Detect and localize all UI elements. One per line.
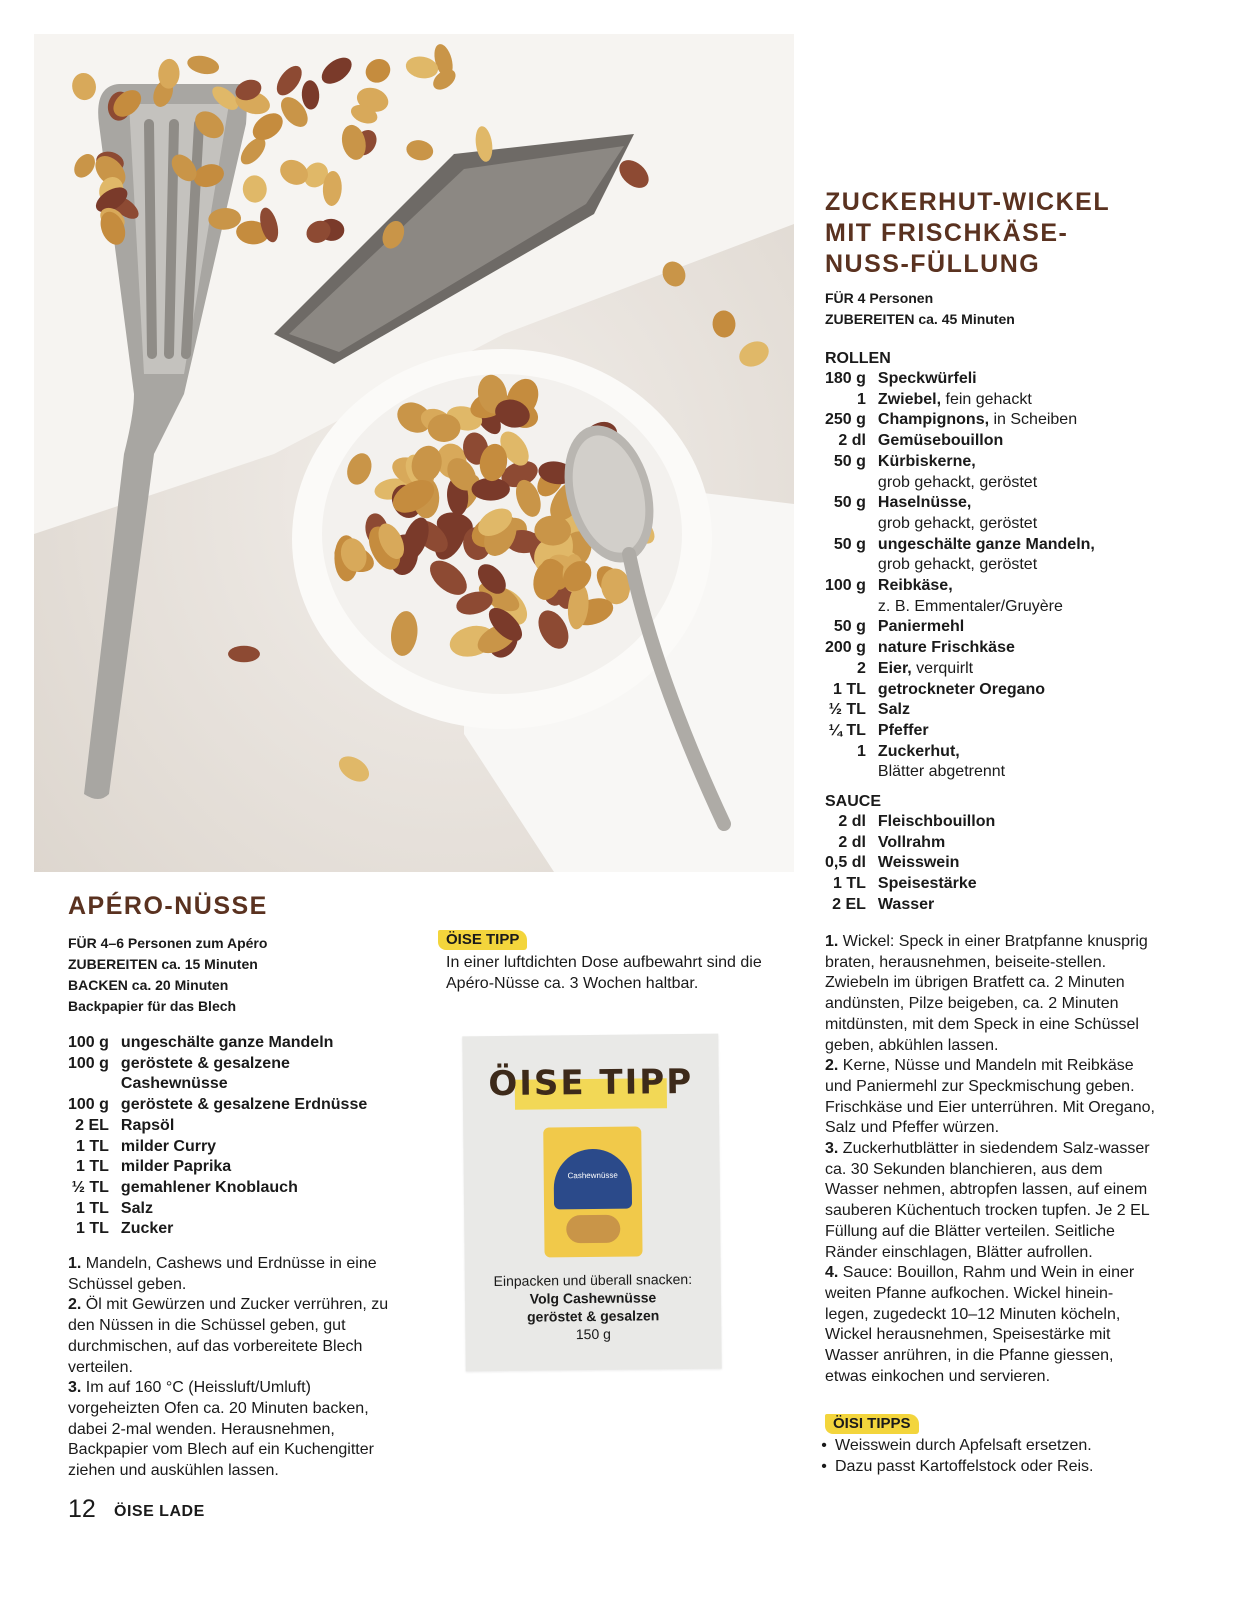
ingredient-qty: 250 g <box>825 411 866 429</box>
ingredient-note: grob gehackt, geröstet <box>877 514 1038 532</box>
ingredient-row <box>68 1178 367 1199</box>
instruction-step <box>825 1139 1155 1263</box>
ingredient-name <box>121 1199 367 1220</box>
nut-shape <box>472 478 510 501</box>
product-variant: geröstet & gesalzen <box>526 1307 660 1325</box>
ingredient-main: Fleischbouillon <box>877 813 996 830</box>
instruction-step <box>825 1056 1155 1139</box>
ingredient-main: Speisestärke <box>877 875 977 893</box>
step-number: 2. <box>825 1057 839 1075</box>
ingredient-row <box>825 638 1095 659</box>
ingredient-row <box>68 1116 367 1137</box>
ingredient-note: Cashewnüsse <box>120 1075 228 1093</box>
ingredient-main: getrockneter Oregano <box>877 680 1046 698</box>
ingredient-name <box>878 638 1095 659</box>
instructions-right <box>825 932 1155 1387</box>
card-title: ÖISE TIPP <box>488 1061 694 1105</box>
step-text: Zuckerhutblätter in siedendem Salz-wasser ca. 30 Sekunden blanchieren, aus dem Wasser nehmen, abtropfen lassen, auf einem sauberen Küchentuch trocken tupfen. Je 2 EL Füllung auf die Blätter verteilen. Seitliche Ränder einschlagen, Blätter aufrollen. <box>825 1140 1150 1261</box>
step-number: 2. <box>68 1296 82 1314</box>
title-line: ZUCKERHUT-WICKEL <box>825 188 1111 216</box>
ingredient-main: Kürbiskerne, <box>877 452 976 470</box>
ingredient-main: Reibkäse, <box>877 577 953 595</box>
ingredient-name <box>121 1219 367 1240</box>
ingredient-row <box>68 1219 367 1240</box>
ingredient-row <box>825 410 1095 431</box>
ingredient-qty: 50 g <box>833 452 866 470</box>
ingredient-main: Gemüsebouillon <box>877 432 1004 450</box>
ingredient-name <box>878 659 1095 680</box>
instruction-step <box>68 1254 398 1295</box>
ingredient-qty: 2 dl <box>838 813 866 830</box>
ingredient-row <box>825 431 1095 452</box>
ingredient-name <box>121 1137 367 1158</box>
ingredient-row <box>825 659 1095 680</box>
ingredient-main: Vollrahm <box>877 833 946 851</box>
ingredient-row <box>825 576 1095 617</box>
ingredient-row <box>68 1199 367 1220</box>
ingredient-note: z. B. Emmentaler/Gruyère <box>877 597 1063 615</box>
recipe-title-apero: APÉRO-NÜSSE <box>68 892 268 920</box>
ingredient-row <box>825 617 1095 638</box>
ingredient-main: Zwiebel, <box>877 390 942 408</box>
tips-list <box>815 1436 1094 1477</box>
ingredient-name <box>121 1178 367 1199</box>
ingredient-name <box>878 369 1095 390</box>
ingredient-name <box>878 452 1095 493</box>
tip-tag: ÖISE TIPP <box>438 930 527 950</box>
recipe-zuckerhut <box>825 187 1215 280</box>
ingredient-row <box>68 1157 367 1178</box>
ingredient-name <box>121 1116 367 1137</box>
prep-time: ZUBEREITEN ca. 45 Minuten <box>825 311 1015 327</box>
ingredient-main: Rapsöl <box>120 1116 175 1134</box>
tip-item: • Weisswein durch Apfelsaft ersetzen. <box>815 1436 1094 1457</box>
ingredient-qty: 100 g <box>68 1096 109 1114</box>
ingredient-main: Zuckerhut, <box>877 742 960 760</box>
instruction-step <box>68 1295 398 1378</box>
ingredient-list-apero <box>68 1033 367 1240</box>
section-heading-rollen: ROLLEN <box>825 350 891 367</box>
instructions-left <box>68 1254 398 1482</box>
tips-label <box>825 1414 919 1434</box>
ingredient-qty: 2 <box>857 659 866 677</box>
recipe-meta <box>825 288 1015 330</box>
ingredient-main: Weisswein <box>877 854 960 872</box>
magazine-name: ÖISE LADE <box>114 1503 205 1520</box>
ingredient-qty: 1 TL <box>76 1158 109 1176</box>
ingredient-qty: 50 g <box>833 494 866 512</box>
ingredient-row <box>825 853 995 874</box>
title-line: NUSS-FÜLLUNG <box>825 250 1041 278</box>
recipe-meta-apero <box>68 933 267 1017</box>
ingredient-main: milder Paprika <box>120 1158 232 1176</box>
ingredient-main: gemahlener Knoblauch <box>120 1178 298 1196</box>
ingredient-qty: 2 dl <box>838 432 866 450</box>
ingredient-row <box>825 493 1095 534</box>
step-text: Öl mit Gewürzen und Zucker verrühren, zu den Nüssen in die Schüssel geben, gut durchmischen, auf das vorbereitete Blech verteilen. <box>68 1296 389 1376</box>
ingredient-qty: 1 <box>857 742 866 760</box>
ingredient-name <box>878 680 1095 701</box>
ingredient-main: Haselnüsse, <box>877 494 972 512</box>
ingredient-row <box>825 812 995 833</box>
hero-photo-nuts <box>34 34 794 872</box>
ingredient-row <box>825 680 1095 701</box>
ingredient-note: fein gehackt <box>941 390 1032 408</box>
ingredient-main: Champignons, <box>877 411 990 429</box>
section-heading-sauce: SAUCE <box>825 793 882 810</box>
ingredient-name <box>878 617 1095 638</box>
ingredient-main: ungeschälte ganze Mandeln, <box>877 535 1095 553</box>
ingredient-name <box>878 700 1095 721</box>
ingredient-name <box>878 812 995 833</box>
ingredient-name <box>878 742 1095 783</box>
package-label: Cashewnüsse <box>567 1170 618 1181</box>
ingredient-main: Pfeffer <box>877 721 929 739</box>
instruction-step <box>68 1378 398 1482</box>
package-nuts-image <box>566 1215 620 1244</box>
ingredient-main: Eier, <box>877 659 912 677</box>
ingredient-main: Wasser <box>877 895 935 913</box>
ingredient-note: grob gehackt, geröstet <box>877 473 1038 491</box>
ingredient-main: geröstete & gesalzene Erdnüsse <box>120 1096 368 1114</box>
step-text: Wickel: Speck in einer Bratpfanne knusprig braten, herausnehmen, beiseite-stellen. Zwiebeln im übrigen Bratfett ca. 2 Minuten andünsten, Pilze beigeben, ca. 2 Minuten mitdünsten, mit dem Speck in eine Schüssel geben, abkühlen lassen. <box>825 933 1148 1054</box>
ingredient-row <box>825 721 1095 742</box>
recipe-title <box>825 187 1215 280</box>
ingredient-qty: 1 TL <box>76 1220 109 1238</box>
ingredient-name <box>878 535 1095 576</box>
nut-shape <box>228 646 260 663</box>
ingredient-name <box>878 895 995 916</box>
ingredient-name <box>878 390 1095 411</box>
equipment: Backpapier für das Blech <box>68 998 237 1014</box>
card-text <box>465 1270 722 1345</box>
ingredient-qty: ½ TL <box>828 701 866 719</box>
ingredient-list-sauce <box>825 812 995 916</box>
ingredient-note: Blätter abgetrennt <box>877 763 1006 781</box>
ingredient-qty: 2 EL <box>832 895 866 913</box>
step-number: 1. <box>68 1255 82 1272</box>
product-tip-card <box>462 1034 721 1372</box>
step-number: 4. <box>825 1264 839 1282</box>
ingredient-qty: 100 g <box>68 1054 109 1072</box>
ingredient-row <box>68 1054 367 1095</box>
ingredient-main: Salz <box>877 701 910 719</box>
instruction-step <box>825 932 1155 1056</box>
ingredient-row <box>825 535 1095 576</box>
ingredient-qty: 1 TL <box>833 680 866 698</box>
ingredient-qty: 2 dl <box>838 833 866 851</box>
ingredient-row <box>825 874 995 895</box>
bake-time: BACKEN ca. 20 Minuten <box>68 977 229 993</box>
product-weight: 150 g <box>575 1325 611 1343</box>
step-text: Im auf 160 °C (Heissluft/Umluft) vorgeheizten Ofen ca. 20 Minuten backen, dabei 2-mal wenden. Herausnehmen, Backpapier vom Blech auf ein Kuchengitter ziehen und auskühlen lassen. <box>68 1379 374 1480</box>
tip-label <box>438 930 527 950</box>
ingredient-name <box>878 493 1095 534</box>
ingredient-row <box>825 390 1095 411</box>
step-number: 3. <box>68 1379 82 1397</box>
ingredient-row <box>68 1137 367 1158</box>
ingredient-qty: 0,5 dl <box>825 854 866 872</box>
tips-tag: ÖISI TIPPS <box>825 1414 919 1434</box>
card-line: Einpacken und überall snacken: <box>493 1270 693 1290</box>
ingredient-name <box>121 1157 367 1178</box>
ingredient-row <box>825 833 995 854</box>
ingredient-main: milder Curry <box>120 1137 217 1155</box>
title-line: MIT FRISCHKÄSE- <box>825 219 1069 247</box>
ingredient-qty: 1 TL <box>76 1199 109 1217</box>
ingredient-note: in Scheiben <box>989 411 1078 429</box>
ingredient-row <box>825 895 995 916</box>
ingredient-name <box>121 1095 367 1116</box>
ingredient-main: ungeschälte ganze Mandeln <box>120 1034 334 1051</box>
ingredient-row <box>825 452 1095 493</box>
ingredient-main: Speckwürfeli <box>877 370 977 387</box>
ingredient-name <box>121 1033 367 1054</box>
ingredient-qty: 1 <box>857 390 866 408</box>
ingredient-qty: 50 g <box>833 618 866 636</box>
ingredient-row <box>825 369 1095 390</box>
product-package <box>543 1126 642 1257</box>
ingredient-name <box>121 1054 367 1095</box>
page-number: 12 <box>68 1495 96 1523</box>
ingredient-row <box>825 742 1095 783</box>
instruction-step <box>825 1263 1155 1387</box>
step-number: 1. <box>825 933 839 950</box>
ingredient-list-rollen <box>825 369 1095 783</box>
ingredient-qty: 200 g <box>825 639 866 657</box>
ingredient-qty: 1 TL <box>833 875 866 893</box>
ingredient-qty: ¼ TL <box>828 721 866 739</box>
ingredient-main: Zucker <box>120 1220 174 1238</box>
ingredient-name <box>878 833 995 854</box>
ingredient-qty: 50 g <box>833 535 866 553</box>
ingredient-name <box>878 431 1095 452</box>
ingredient-name <box>878 721 1095 742</box>
ingredient-name <box>878 874 995 895</box>
ingredient-row <box>68 1095 367 1116</box>
ingredient-note: verquirlt <box>911 659 974 677</box>
step-text: Mandeln, Cashews und Erdnüsse in eine Schüssel geben. <box>68 1255 377 1293</box>
ingredient-qty: 1 TL <box>76 1137 109 1155</box>
ingredient-name <box>878 853 995 874</box>
ingredient-name <box>878 576 1095 617</box>
step-text: Kerne, Nüsse und Mandeln mit Reibkäse und Paniermehl zur Speckmischung geben. Frischkäse und Eier unterrühren. Mit Oregano, Salz und Pfeffer würzen. <box>825 1057 1155 1137</box>
ingredient-qty: 2 EL <box>75 1116 109 1134</box>
prep-time: ZUBEREITEN ca. 15 Minuten <box>68 956 258 972</box>
tip-item: • Dazu passt Kartoffelstock oder Reis. <box>815 1457 1094 1478</box>
servings: FÜR 4 Personen <box>825 290 934 306</box>
ingredient-qty: 100 g <box>825 577 866 595</box>
step-number: 3. <box>825 1140 839 1158</box>
ingredient-note: grob gehackt, geröstet <box>877 556 1038 574</box>
product-name: Volg Cashewnüsse <box>529 1289 657 1307</box>
ingredient-name <box>878 410 1095 431</box>
ingredient-main: nature Frischkäse <box>877 639 1015 657</box>
servings: FÜR 4–6 Personen zum Apéro <box>68 935 268 951</box>
ingredient-qty: ½ TL <box>71 1178 109 1196</box>
ingredient-qty: 100 g <box>68 1034 109 1051</box>
ingredient-row <box>68 1033 367 1054</box>
ingredient-main: geröstete & gesalzene <box>120 1054 290 1072</box>
step-text: Sauce: Bouillon, Rahm und Wein in einer weiten Pfanne aufkochen. Wickel hinein-legen, zugedeckt 10–12 Minuten köcheln, Wickel herausnehmen, Speisestärke mit Wasser anrühren, in die Pfanne giessen, etwas einkochen und servieren. <box>825 1264 1135 1385</box>
tip-text: In einer luftdichten Dose aufbewahrt sind die Apéro-Nüsse ca. 3 Wochen haltbar. <box>446 954 762 992</box>
ingredient-row <box>825 700 1095 721</box>
ingredient-qty: 180 g <box>825 370 866 387</box>
ingredient-main: Paniermehl <box>877 618 965 636</box>
ingredient-main: Salz <box>120 1199 153 1217</box>
